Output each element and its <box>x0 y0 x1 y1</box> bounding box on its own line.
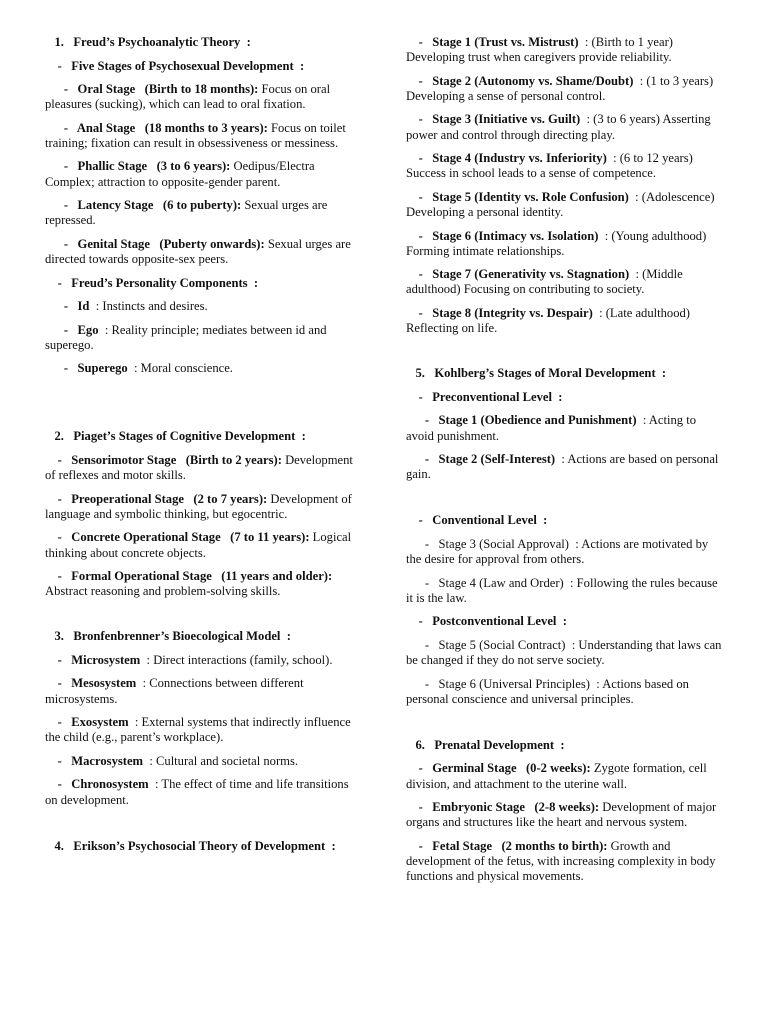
subheading-psychosexual-stages: - Five Stages of Psychosexual Development : <box>45 58 305 73</box>
description: : (Birth to 1 year) Developing trust when caregivers provide reliability. <box>406 35 677 65</box>
term: - Fetal Stage (2 months to birth): <box>406 838 608 853</box>
subheading-personality-components: - Freud’s Personality Components : <box>45 275 259 290</box>
description: : (3 to 6 years) Asserting power and control through directing play. <box>406 112 714 142</box>
item-erikson-stage-7 <box>406 267 726 297</box>
description: Growth and development of the fetus, with increasing complexity in body functions and physical movements. <box>406 838 719 884</box>
item-erikson-stage-2 <box>406 74 726 104</box>
item-chronosystem <box>45 777 362 807</box>
item-kohlberg-stage-1 <box>406 413 726 443</box>
description: Focus on oral pleasures (sucking), which can lead to oral fixation. <box>45 82 334 112</box>
term: - Germinal Stage (0-2 weeks): <box>406 761 591 776</box>
item-kohlberg-stage-4: - Stage 4 (Law and Order) : Following the rules because it is the law. <box>406 575 721 605</box>
description: Development of language and symbolic thinking, but egocentric. <box>45 491 356 521</box>
term: - Id <box>45 299 90 314</box>
description: : Direct interactions (family, school). <box>140 652 333 667</box>
left-column <box>45 35 362 862</box>
section-heading-bronfenbrenner: 3. Bronfenbrenner’s Bioecological Model : <box>45 629 291 644</box>
description: : The effect of time and life transitions on development. <box>45 777 352 807</box>
description: : Cultural and societal norms. <box>143 753 298 768</box>
term: - Exosystem <box>45 715 129 730</box>
section-heading-prenatal: 6. Prenatal Development : <box>406 737 565 752</box>
term: - Stage 1 (Trust vs. Mistrust) <box>406 35 579 49</box>
term: - Superego <box>45 361 128 376</box>
item-kohlberg-stage-3: - Stage 3 (Social Approval) : Actions are motivated by the desire for approval from others. <box>406 536 712 567</box>
item-formal-operational <box>45 569 362 599</box>
item-superego <box>45 361 362 376</box>
term: - Mesosystem <box>45 676 137 691</box>
item-macrosystem <box>45 754 362 769</box>
subheading-preconventional: - Preconventional Level : <box>406 389 563 404</box>
item-germinal-stage <box>406 761 726 791</box>
term: - Macrosystem <box>45 753 144 768</box>
description: Development of major organs and structures like the heart and nervous system. <box>406 800 720 830</box>
term: - Ego <box>45 322 99 337</box>
item-erikson-stage-3 <box>406 112 726 142</box>
term: - Genital Stage (Puberty onwards): <box>45 236 265 251</box>
term: - Anal Stage (18 months to 3 years): <box>45 120 268 135</box>
term: - Oral Stage (Birth to 18 months): <box>45 82 259 96</box>
description: Logical thinking about concrete objects. <box>45 530 355 560</box>
item-preoperational <box>45 492 362 522</box>
description: Oedipus/Electra Complex; attraction to opposite-gender parent. <box>45 159 318 189</box>
item-sensorimotor <box>45 453 362 483</box>
section-heading-piaget: 2. Piaget’s Stages of Cognitive Development : <box>45 429 306 444</box>
term: - Latency Stage (6 to puberty): <box>45 198 242 213</box>
section-heading-kohlberg: 5. Kohlberg’s Stages of Moral Development : <box>406 366 667 381</box>
term: - Microsystem <box>45 652 141 667</box>
term: - Chronosystem <box>45 777 149 792</box>
description: : (6 to 12 years) Success in school leads to a sense of competence. <box>406 151 696 181</box>
term: - Stage 1 (Obedience and Punishment) <box>406 413 637 428</box>
item-erikson-stage-1 <box>406 35 726 65</box>
description: : Actions are based on personal gain. <box>406 452 722 482</box>
description: Zygote formation, cell division, and attachment to the uterine wall. <box>406 761 710 791</box>
item-kohlberg-stage-2 <box>406 452 726 482</box>
item-fetal-stage <box>406 839 726 885</box>
description: : (Late adulthood) Reflecting on life. <box>406 305 694 336</box>
item-erikson-stage-5 <box>406 190 726 220</box>
description: : External systems that indirectly influence the child (e.g., parent’s workplace). <box>45 715 354 745</box>
description: : (Middle adulthood) Focusing on contributing to society. <box>406 267 686 297</box>
subheading-postconventional: - Postconventional Level : <box>406 614 567 629</box>
term: - Formal Operational Stage (11 years and older): <box>45 569 333 584</box>
item-erikson-stage-8 <box>406 306 726 336</box>
section-heading-erikson: 4. Erikson’s Psychosocial Theory of Development : <box>45 838 336 853</box>
description: Development of reflexes and motor skills. <box>45 452 357 483</box>
description: Abstract reasoning and problem-solving skills. <box>45 569 335 599</box>
description: : Acting to avoid punishment. <box>406 413 700 443</box>
term: - Sensorimotor Stage (Birth to 2 years): <box>45 452 282 467</box>
item-erikson-stage-4 <box>406 151 726 181</box>
term: - Stage 7 (Generativity vs. Stagnation) <box>406 267 630 282</box>
item-exosystem <box>45 715 362 745</box>
item-oral-stage <box>45 82 362 112</box>
term: - Stage 8 (Integrity vs. Despair) <box>406 305 593 320</box>
term: - Concrete Operational Stage (7 to 11 years): <box>45 530 310 545</box>
item-mesosystem <box>45 676 362 706</box>
description: : (Adolescence) Developing a personal identity. <box>406 189 718 220</box>
description: Sexual urges are directed towards opposite-sex peers. <box>45 236 354 267</box>
item-embryonic-stage <box>406 800 726 830</box>
term: - Stage 4 (Industry vs. Inferiority) <box>406 151 607 166</box>
description: : Reality principle; mediates between id and superego. <box>45 322 330 352</box>
term: - Stage 5 (Identity vs. Role Confusion) <box>406 189 629 204</box>
item-kohlberg-stage-6: - Stage 6 (Universal Principles) : Actions based on personal conscience and universal principles. <box>406 676 693 706</box>
subheading-conventional: - Conventional Level : <box>406 513 548 528</box>
description: Focus on toilet training; fixation can result in obsessiveness or messiness. <box>45 120 349 150</box>
description: : Instincts and desires. <box>89 299 208 314</box>
item-ego <box>45 323 362 353</box>
right-column <box>406 35 726 893</box>
term: - Stage 2 (Autonomy vs. Shame/Doubt) <box>406 73 634 88</box>
item-erikson-stage-6 <box>406 229 726 259</box>
description: : (Young adulthood) Forming intimate relationships. <box>406 228 710 258</box>
term: - Stage 6 (Intimacy vs. Isolation) <box>406 228 599 243</box>
item-microsystem <box>45 653 362 668</box>
term: - Embryonic Stage (2-8 weeks): <box>406 800 600 815</box>
item-genital-stage <box>45 237 362 267</box>
item-kohlberg-stage-5: - Stage 5 (Social Contract) : Understanding that laws can be changed if they do not serve society. <box>406 637 725 668</box>
item-latency-stage <box>45 198 362 228</box>
description: : Moral conscience. <box>127 361 233 376</box>
item-anal-stage <box>45 121 362 151</box>
item-phallic-stage <box>45 159 362 189</box>
term: - Stage 2 (Self-Interest) <box>406 452 556 467</box>
term: - Phallic Stage (3 to 6 years): <box>45 159 231 174</box>
term: - Preoperational Stage (2 to 7 years): <box>45 491 268 506</box>
item-concrete-operational <box>45 530 362 560</box>
description: : Connections between different microsystems. <box>45 676 307 706</box>
section-heading-freud: 1. Freud’s Psychoanalytic Theory : <box>45 35 251 49</box>
item-id <box>45 299 362 314</box>
description: : (1 to 3 years) Developing a sense of personal control. <box>406 73 717 103</box>
description: Sexual urges are repressed. <box>45 198 331 228</box>
term: - Stage 3 (Initiative vs. Guilt) <box>406 112 581 127</box>
